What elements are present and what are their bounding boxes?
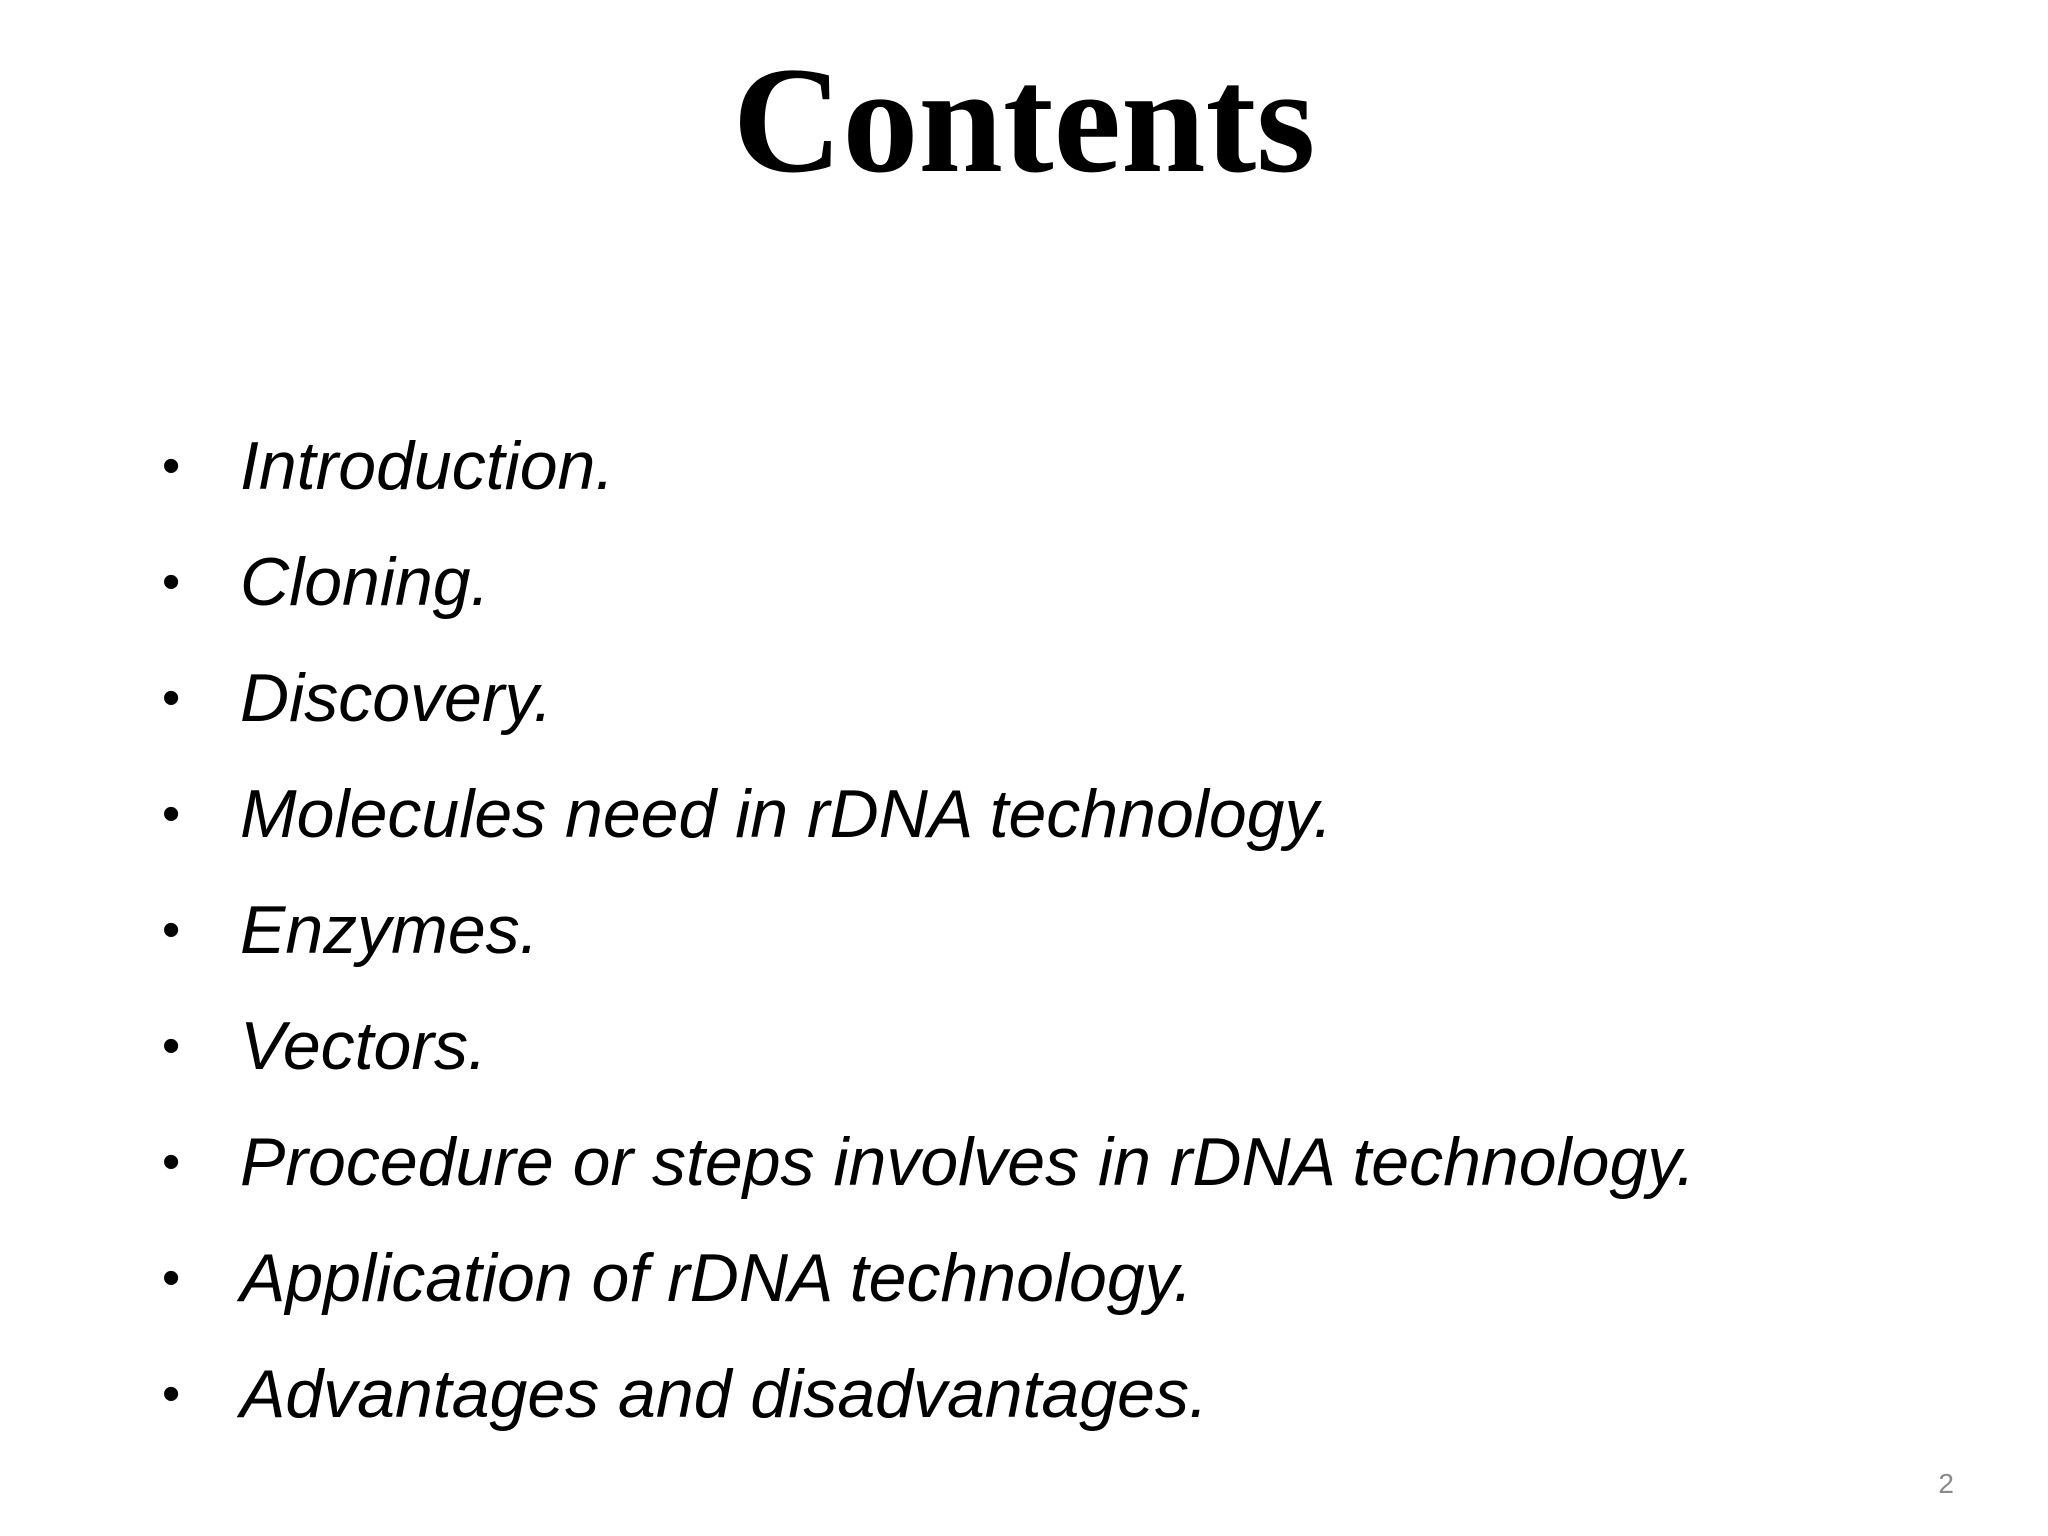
bullet-icon: •: [162, 785, 181, 843]
bullet-icon: •: [162, 669, 181, 727]
bullet-icon: •: [162, 1249, 181, 1307]
list-item-text: Procedure or steps involves in rDNA technology.: [240, 1124, 1696, 1200]
slide-number: 2: [1938, 1468, 1954, 1499]
list-item: [150, 872, 1970, 988]
bullet-icon: •: [162, 1365, 181, 1423]
contents-list: [150, 408, 1970, 1452]
list-item: [150, 640, 1970, 756]
bullet-icon: •: [162, 437, 181, 495]
bullet-icon: •: [162, 1017, 181, 1075]
list-item: [150, 988, 1970, 1104]
list-item-text: Advantages and disadvantages.: [240, 1356, 1208, 1432]
slide-title: Contents: [732, 36, 1316, 204]
list-item: [150, 1336, 1970, 1452]
bullet-icon: •: [162, 1133, 181, 1191]
list-item: [150, 1104, 1970, 1220]
list-item: [150, 408, 1970, 524]
bullet-icon: •: [162, 553, 181, 611]
list-item: [150, 524, 1970, 640]
bullet-icon: •: [162, 901, 181, 959]
list-item: [150, 1220, 1970, 1336]
list-item: [150, 756, 1970, 872]
list-item-text: Cloning.: [240, 544, 490, 620]
list-item-text: Application of rDNA technology.: [240, 1240, 1193, 1316]
list-item-text: Discovery.: [240, 660, 553, 736]
list-item-text: Vectors.: [240, 1008, 487, 1084]
list-item-text: Molecules need in rDNA technology.: [240, 776, 1333, 852]
list-item-text: Introduction.: [240, 428, 615, 504]
list-item-text: Enzymes.: [240, 892, 539, 968]
